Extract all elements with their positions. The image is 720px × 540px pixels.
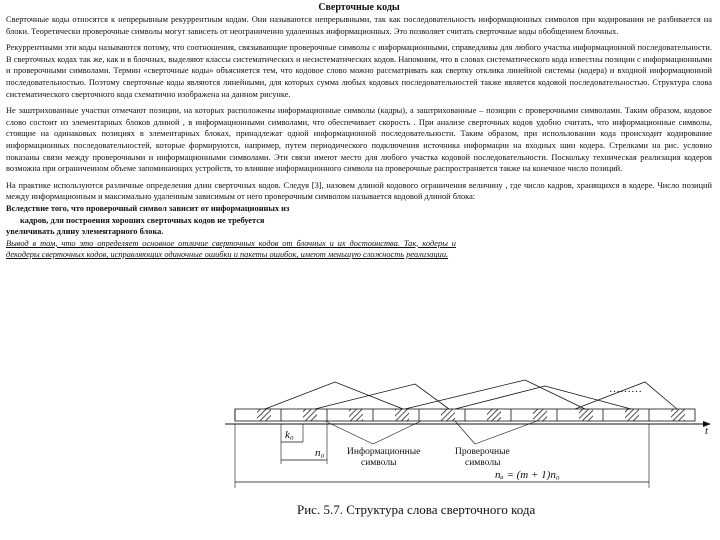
axis-label-t: t bbox=[705, 425, 709, 437]
paragraph-structure: Не заштрихованные участки отмечают позиции, на которых расположены информационные символы (кадры), а заштрихованные – позиции с проверочными символами. Таким образом, кодовое слово состоит из элементарных блоков длиной , в информационными символами, что обеспечивает скорость . При анализе сверточных кодов удобно считать, что информационные символы, стоящие на одинаковых позициях в элементарных блоках, принадлежат одной информационной последовательности. Таким образом, при использовании кода происходит кодирование информационных последовательностей, которые формируются, например, путем периодического подключения источника информации на входных шин кодера. Стрелками на рис. условно показаны связи между проверочными и информационными символами. Эти связи имеют место для любого участка кодовой последовательности. Поскольку техническая реализация кодеров возможна при ограниченном объеме запоминающих устройств, то влияние информационного символа на проверочные распространяется также на конечное число позиций. bbox=[6, 106, 712, 174]
code-word-strip bbox=[235, 409, 695, 421]
paragraph-recurrent: Рекуррентными эти коды называются потому, что соотношения, связывающие проверочные символы с информационными, справедливы для любого участка информационной последовательности. В сверточных кодах так же, как и в блочных, выделяют классы систематических и несистематических кодов. Напомним, что в словах систематического кода известны позиции с информационными и проверочными символами. Термин «сверточные коды» объясняется тем, что кодовое слово можно рассматривать как свертку отклика линейной системы (кодера) и входной информационной последовательностью. Поэтому сверточные коды являются линейными, для которых сумма любых кодовых последовательностей также является кодовой последовательностью. Структура слова систематического сверточного кода схематично изображена на данном рисунке. bbox=[6, 43, 712, 99]
paragraph-length: На практике используются различные определения длин сверточных кодов. Следуя [3], назовем длиной кодового ограничения величину , где число кадров, хранящихся в кодере. Число позиций между информационным и максимально удаленным зависимым от него проверочным символом называется кодовой длиной блока: bbox=[6, 180, 712, 202]
paragraph-intro: Сверточные коды относятся к непрерывным рекуррентным кодам. Они называются непрерывными, так как последовательность информационных символов при кодировании не разбивается на блоки. Теоретически проверочные символы могут зависеть от неограниченно удаленных информационных. Это позволяет считать сверточные коды обобщением блочных. bbox=[6, 15, 712, 36]
n0-label: n₀ bbox=[315, 447, 325, 459]
check-block bbox=[441, 409, 455, 421]
check-block bbox=[487, 409, 501, 421]
paragraph-consequence-1: Вследствие того, что проверочный символ зависит от информационных из bbox=[6, 203, 290, 213]
check-symbols-label-line1: Проверочные bbox=[455, 447, 510, 457]
document-title: Сверточные коды bbox=[318, 2, 400, 13]
paragraph-consequence-3: увеличивать длину элементарного блока. bbox=[6, 227, 164, 237]
code-word-figure bbox=[225, 376, 715, 536]
dependency-arc bbox=[315, 384, 449, 409]
dependency-arc bbox=[265, 382, 403, 409]
check-block bbox=[303, 409, 317, 421]
paragraph-conclusion: Вывод в том, что это определяет основное отличие сверточных кодов от блочных и их достоинства. Так, кодеры и декодеры сверточных кодов, исправляющих одиночные ошибки и пакеты ошибок, имеют меньшую сложность реализации. bbox=[6, 238, 456, 260]
info-symbols-label-line2: символы bbox=[361, 458, 397, 468]
check-block bbox=[533, 409, 547, 421]
dependency-arc bbox=[405, 380, 585, 409]
na-formula-label: nₐ = (m + 1)n₀ bbox=[495, 469, 560, 481]
check-block bbox=[625, 409, 639, 421]
paragraph-consequence-2: кадров, для построения хороших сверточных кодов не требуется bbox=[20, 215, 265, 225]
check-block bbox=[349, 409, 363, 421]
dots-label: ……… bbox=[609, 383, 642, 395]
k0-label: k₀ bbox=[285, 429, 294, 441]
check-block bbox=[395, 409, 409, 421]
document-page bbox=[6, 2, 712, 266]
check-symbols-label-line2: символы bbox=[465, 458, 501, 468]
check-block bbox=[671, 409, 685, 421]
info-symbols-label-line1: Информационные bbox=[347, 447, 421, 457]
figure-caption: Рис. 5.7. Структура слова сверточного кода bbox=[297, 502, 536, 517]
check-block bbox=[579, 409, 593, 421]
check-block bbox=[257, 409, 271, 421]
